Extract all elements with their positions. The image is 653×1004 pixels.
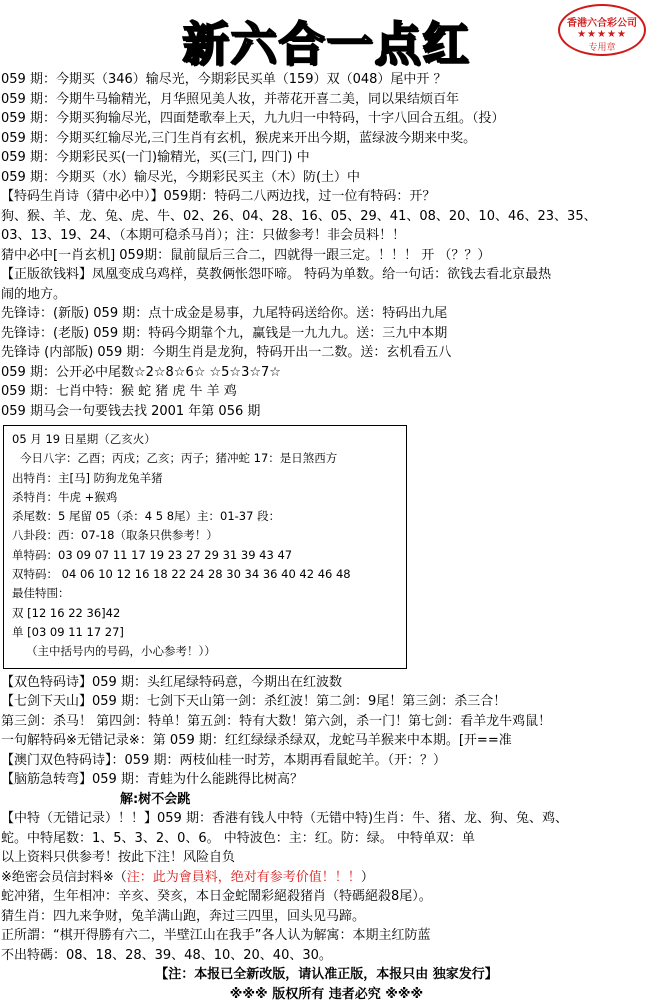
stamp-stars: ★★★★★ — [577, 29, 627, 40]
text-line: 03、13、19、24、（本期可稳杀马肖）；注：只做参考！非会员料！！ — [1, 228, 406, 243]
text-line: 【澳门双色特码诗】：059 期：两枝仙桂一时芳，本期再看鼠蛇羊。（开：？） — [1, 752, 446, 768]
box-best-even: 双 [12 16 22 36]42 — [12, 605, 121, 620]
secret-warning: 注：此为會員料，绝对有参考价值！！！ — [126, 869, 361, 885]
text-line: 先锋诗 (内部版) 059 期：今期生肖是龙狗，特码开出一二数。送：玄机看五八 — [1, 345, 452, 360]
text-line: 059 期：今期买狗输尽光，四面楚歌奉上天，九九归一中特码，十字八回合五组。（投） — [1, 111, 505, 126]
box-kill-zodiac: 杀特肖：牛虎 +猴鸡 — [12, 489, 118, 504]
text-line: 【特码生肖诗（猜中必中）】059期：特码二八两边找，过一位有特码：开？ — [1, 189, 436, 204]
box-best-odd: 单 [03 09 11 17 27] — [12, 624, 124, 639]
content — [0, 70, 653, 1004]
box-note: （主中括号内的号码，小心参考！）） — [26, 644, 216, 659]
stamp-top-text: 香港六合彩公司 — [567, 18, 637, 29]
text-line: 【双色特码诗】059 期：头红尾绿特码意，今期出在红波数 — [1, 674, 342, 690]
box-odd-numbers: 单特码：03 09 07 11 17 19 23 27 29 31 39 43 47 — [12, 547, 293, 562]
text-line: 059 期：公开必中尾数☆2☆8☆6☆ ☆5☆3☆7☆ — [1, 364, 281, 380]
secret-line — [0, 868, 653, 888]
text-line: 蛇。中特尾数：1、5、3、2、0、6。 中特波色：主：红。防：绿。 中特单双：单 — [1, 830, 475, 846]
riddle-answer: 解:树不会跳 — [120, 791, 191, 807]
text-line: 【七剑下天山】059 期：七剑下天山第一剑：杀红波！第二剑：9尾！第三剑：杀三合！ — [1, 694, 507, 710]
text-line: 以上资料只供参考！按此下注！风险自负 — [1, 850, 236, 866]
page-title: 新六合一点红 — [182, 17, 471, 71]
text-line: 一句解特码※无错记录※：第 059 期：红红绿绿杀绿双，龙蛇马羊猴来中本期。[开==准 — [1, 733, 512, 749]
box-kill-tail: 杀尾数：5 尾留 05（杀：4 5 8尾）主：01-37 段： — [12, 509, 281, 524]
text-line: 正所謂：“棋开得勝有六二，半壁江山在我手”各人认为解寓：本期主红防蓝 — [1, 928, 431, 944]
footer-rights: ※※※ 版权所有 违者必究 ※※※ — [229, 986, 424, 1002]
footer-notice: 【注：本报已全新改版，请认准正版，本报只由 独家发行】 — [155, 967, 498, 983]
text-line: 059 期：今期买（水）输尽光，今期彩民买主（木）防(土）中 — [1, 169, 361, 185]
text-line: 059 期：今期牛马输精光，月华照见美人妆，并蒂花开喜二美，同以果结烦百年 — [1, 91, 459, 107]
text-line: 059 期：今期买（346）输尽光，今期彩民买单（159）双（048）尾中开 ？ — [1, 72, 447, 87]
secret-prefix: ※绝密会员信封料※（ — [1, 869, 127, 885]
text-line: 猜生肖：四九来争财，兔羊满山跑，奔过三四里，回头见马蹄。 — [1, 908, 366, 924]
text-line: 猜中必中[一肖玄机] 059期：鼠前鼠后三合二，四就得一跟三定。！！！ 开 （？？） — [1, 247, 491, 263]
box-date: 05 月 19 日星期（乙亥火） — [12, 432, 156, 446]
text-line: 先锋诗：(老版) 059 期：特码今期靠个九，赢钱是一九九九。送：三九中本期 — [1, 325, 448, 341]
text-line: 【正版欲钱料】凤凰变成乌鸡样，莫教俩怅怨吓啼。 特码为单数。给一句话：欲钱去看北京最热 — [1, 267, 552, 282]
official-stamp — [558, 4, 646, 56]
secret-suffix: ） — [360, 869, 374, 885]
text-line: 059 期：七肖中特：猴 蛇 猪 虎 牛 羊 鸡 — [1, 384, 237, 399]
text-line: 059 期马会一句要钱去找 2001 年第 056 期 — [1, 403, 261, 419]
text-line: 狗、猴、羊、龙、兔、虎、牛、02、26、04、28、16、05、29、41、08、20、10、46、23、35、 — [1, 208, 597, 224]
text-line: 蛇冲猪，生年相冲：辛亥、癸亥，本日金蛇鬧彩絕殺猪肖（特碼絕殺8尾）。 — [1, 889, 432, 905]
box-bagua: 八卦段：西：07-18（取条只供参考！） — [12, 528, 218, 543]
box-best-label: 最佳特围： — [12, 586, 70, 601]
text-line: 先锋诗：(新版) 059 期：点十成金是易事，九尾特码送给你。送：特码出九尾 — [1, 306, 448, 321]
text-line: 【脑筋急转弯】059 期：青蛙为什么能跳得比树高？ — [1, 772, 303, 788]
text-line: 059 期：今期彩民买(一门)输精光，买(三门, 四门) 中 — [1, 150, 310, 165]
text-line: 059 期：今期买红输尽光,三门生肖有玄机，猴虎来开出今期，蓝绿波今期来中奖。 — [1, 130, 477, 146]
stamp-bottom-text: 专用章 — [588, 43, 616, 53]
text-line: 闹的地方。 — [1, 286, 67, 302]
box-special-zodiac: 出特肖：主[马] 防狗龙兔羊猪 — [12, 470, 163, 485]
daily-info-box — [3, 425, 407, 669]
text-line: 第三剑：杀马！ 第四剑：特单！第五剑：特有大数！第六剑，杀一门！第七剑：看羊龙牛鸡鼠！ — [1, 713, 552, 729]
box-bazi: 今日八字：乙酉；丙戌；乙亥；丙子；猪冲蛇 17：是日煞西方 — [20, 451, 338, 466]
text-line: 【中特（无错记录）！！】059 期：香港有钱人中特（无错中特)生肖：牛、猪、龙、狗、兔、鸡、 — [1, 811, 569, 827]
text-line: 不出特碼：08、18、28、39、48、10、20、40、30。 — [1, 947, 332, 963]
box-even-numbers: 双特码： 04 06 10 12 16 18 22 24 28 30 34 36 40 42 46 48 — [12, 567, 351, 582]
